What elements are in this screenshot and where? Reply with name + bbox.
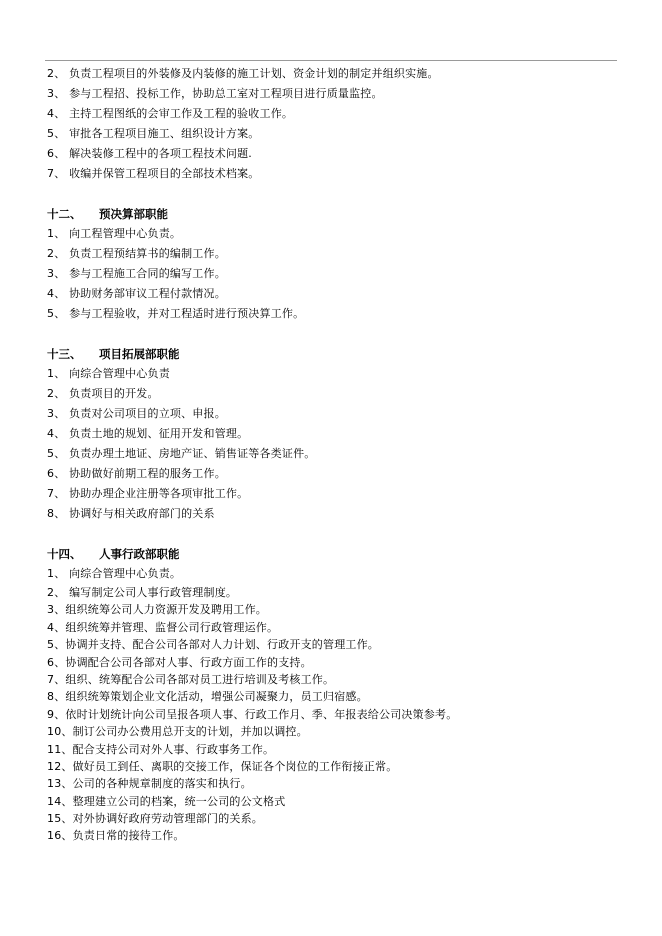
section-number: 十二、 — [47, 207, 82, 221]
list-item: 5、 审批各工程项目施工、组织设计方案。 — [47, 127, 260, 140]
list-item: 5、 负责办理土地证、房地产证、销售证等各类证件。 — [47, 447, 316, 460]
section-14 — [47, 544, 617, 845]
list-item: 1、 向综合管理中心负责。 — [47, 567, 182, 580]
section-12 — [47, 204, 617, 324]
section-title: 项目拓展部职能 — [99, 347, 180, 361]
list-item: 7、组织、统筹配合公司各部对员工进行培训及考核工作。 — [47, 672, 335, 686]
section-heading — [47, 344, 617, 364]
list-item: 4、 协助财务部审议工程付款情况。 — [47, 287, 226, 300]
section-heading — [47, 544, 617, 564]
list-item: 2、 负责工程项目的外装修及内装修的施工计划、资金计划的制定并组织实施。 — [47, 67, 439, 80]
list-item: 5、协调并支持、配合公司各部对人力计划、行政开支的管理工作。 — [47, 638, 379, 652]
section-13 — [47, 344, 617, 524]
list-item: 9、依时计划统计向公司呈报各项人事、行政工作月、季、年报表给公司决策参考。 — [47, 707, 458, 721]
list-item: 6、 协助做好前期工程的服务工作。 — [47, 467, 226, 480]
list-item: 2、 编写制定公司人事行政管理制度。 — [47, 586, 238, 599]
list-item: 2、 负责工程预结算书的编制工作。 — [47, 247, 226, 260]
list-item: 6、 解决装修工程中的各项工程技术问题. — [47, 147, 252, 160]
list-item: 8、组织统筹策划企业文化活动，增强公司凝聚力，员工归宿感。 — [47, 690, 368, 704]
section-title: 人事行政部职能 — [99, 547, 180, 561]
list-item: 3、 参与工程招、投标工作，协助总工室对工程项目进行质量监控。 — [47, 87, 383, 100]
list-item: 4、 主持工程图纸的会审工作及工程的验收工作。 — [47, 107, 294, 120]
list-item: 3、组织统筹公司人力资源开发及聘用工作。 — [47, 603, 267, 617]
list-item: 16、负责日常的接待工作。 — [47, 829, 185, 843]
list-item: 10、制订公司办公费用总开支的计划，并加以调控。 — [47, 725, 308, 739]
list-item: 5、 参与工程验收，并对工程适时进行预决算工作。 — [47, 307, 305, 320]
section-number: 十四、 — [47, 547, 82, 561]
header-rule — [45, 60, 617, 61]
list-item: 15、对外协调好政府劳动管理部门的关系。 — [47, 812, 263, 826]
list-item: 13、公司的各种规章制度的落实和执行。 — [47, 777, 252, 791]
section-title: 预决算部职能 — [99, 207, 168, 221]
section-heading — [47, 204, 617, 224]
list-item: 1、 向工程管理中心负责。 — [47, 227, 182, 240]
list-item: 4、组织统筹并管理、监督公司行政管理运作。 — [47, 620, 279, 634]
list-item: 7、 协助办理企业注册等各项审批工作。 — [47, 487, 249, 500]
list-item: 14、整理建立公司的档案，统一公司的公文格式 — [47, 794, 286, 808]
list-item: 1、 向综合管理中心负责 — [47, 367, 170, 380]
section-11-tail — [47, 64, 617, 184]
list-item: 2、 负责项目的开发。 — [47, 387, 159, 400]
list-item: 12、做好员工到任、离职的交接工作，保证各个岗位的工作衔接正常。 — [47, 759, 398, 773]
list-item: 3、 负责对公司项目的立项、申报。 — [47, 407, 226, 420]
section-number: 十三、 — [47, 347, 82, 361]
list-item: 11、配合支持公司对外人事、行政事务工作。 — [47, 742, 275, 756]
list-item: 3、 参与工程施工合同的编写工作。 — [47, 267, 226, 280]
list-item: 8、 协调好与相关政府部门的关系 — [47, 507, 215, 520]
list-item: 7、 收编并保管工程项目的全部技术档案。 — [47, 167, 260, 180]
list-item: 6、协调配合公司各部对人事、行政方面工作的支持。 — [47, 655, 312, 669]
list-item: 4、 负责土地的规划、征用开发和管理。 — [47, 427, 249, 440]
